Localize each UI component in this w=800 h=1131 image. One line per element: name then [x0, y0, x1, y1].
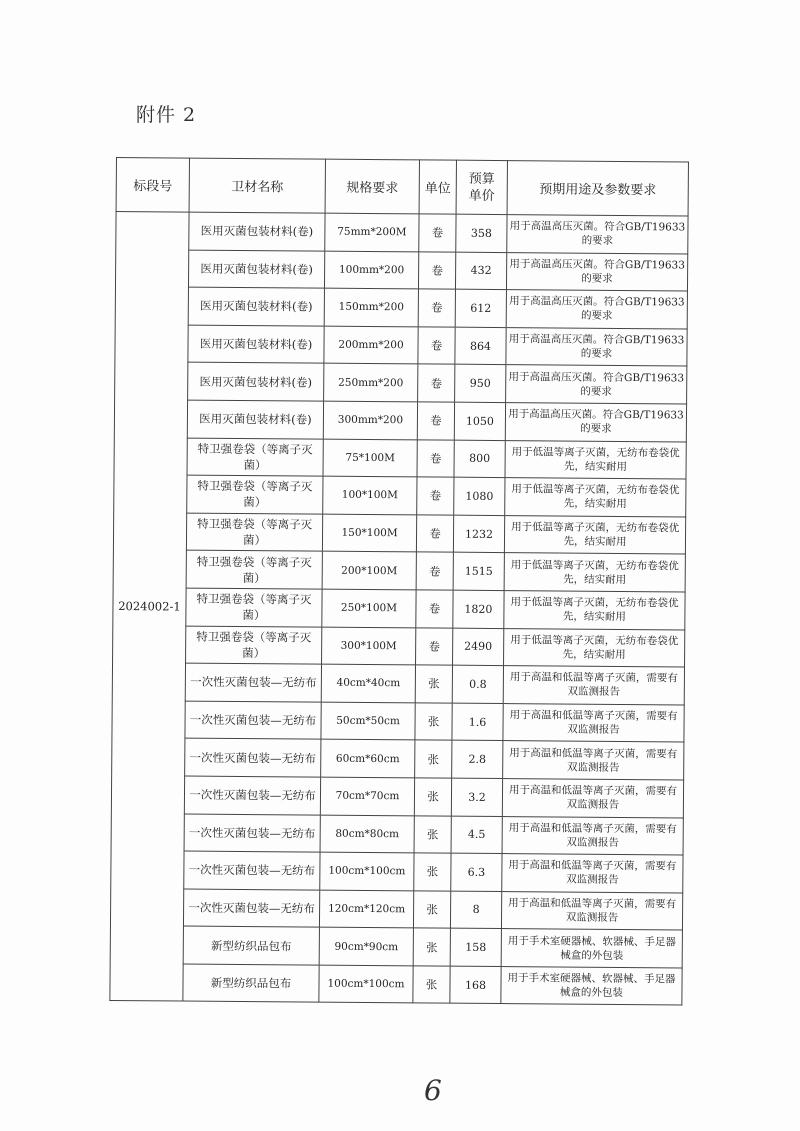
usage-cell: 用于高温和低温等离子灭菌，需要有双监测报告: [503, 666, 684, 705]
lot-number-cell: 2024002-1: [110, 212, 189, 1002]
item-name-cell: 一次性灭菌包装—无纺布: [185, 738, 321, 777]
unit-cell: 卷: [416, 552, 453, 590]
spec-cell: 100*100M: [323, 476, 417, 514]
price-cell: 4.5: [451, 816, 502, 854]
spec-cell: 50cm*50cm: [321, 702, 415, 740]
item-name-cell: 一次性灭菌包装—无纺布: [183, 889, 319, 928]
header-name: 卫材名称: [189, 158, 325, 213]
usage-cell: 用于高温和低温等离子灭菌，需要有双监测报告: [502, 854, 683, 893]
usage-cell: 用于低温等离子灭菌，无纺布卷袋优先，结实耐用: [504, 590, 685, 629]
usage-cell: 用于高温和低温等离子灭菌，需要有双监测报告: [501, 891, 682, 930]
unit-cell: 张: [413, 966, 450, 1004]
usage-cell: 用于低温等离子灭菌，无纺布卷袋优先，结实耐用: [504, 553, 685, 592]
item-name-cell: 特卫强卷袋（等离子灭菌）: [187, 438, 323, 477]
price-cell: 1.6: [452, 703, 503, 741]
table-row: [113, 625, 685, 667]
item-name-cell: 新型纺织品包布: [183, 964, 319, 1003]
table-row: [112, 738, 684, 780]
header-price: 预算单价: [456, 160, 507, 214]
item-name-cell: 医用灭菌包装材料(卷): [188, 362, 324, 401]
unit-cell: 卷: [418, 289, 455, 327]
item-name-cell: 特卫强卷袋（等离子灭菌）: [186, 513, 322, 552]
unit-cell: 卷: [418, 364, 455, 402]
spec-cell: 150mm*200: [324, 288, 418, 326]
unit-cell: 张: [415, 740, 452, 778]
table-row: [115, 249, 687, 291]
spec-cell: 150*100M: [322, 514, 416, 552]
unit-cell: 卷: [416, 590, 453, 628]
price-cell: 3.2: [451, 778, 502, 816]
price-cell: 8: [450, 891, 501, 929]
usage-cell: 用于低温等离子灭菌，无纺布卷袋优先，结实耐用: [504, 628, 685, 667]
usage-cell: 用于手术室硬器械、软器械、手足器械盒的外包装: [501, 966, 682, 1005]
spec-cell: 100mm*200: [324, 251, 418, 289]
item-name-cell: 新型纺织品包布: [183, 926, 319, 965]
unit-cell: 卷: [418, 327, 455, 365]
price-cell: 158: [450, 928, 501, 966]
spec-cell: 90cm*90cm: [319, 927, 413, 965]
price-cell: 0.8: [452, 665, 503, 703]
price-cell: 950: [455, 365, 506, 403]
header-lot: 标段号: [116, 158, 189, 213]
spec-cell: 75*100M: [323, 439, 417, 477]
header-use: 预期用途及参数要求: [507, 161, 688, 216]
unit-cell: 张: [414, 778, 451, 816]
spec-cell: 75mm*200M: [325, 213, 419, 251]
unit-cell: 卷: [418, 251, 455, 289]
price-cell: 168: [450, 966, 501, 1004]
price-cell: 2.8: [452, 740, 503, 778]
unit-cell: 卷: [417, 402, 454, 440]
unit-cell: 卷: [419, 214, 456, 252]
table-row: [114, 437, 686, 479]
item-name-cell: 特卫强卷袋（等离子灭菌）: [186, 550, 322, 589]
price-cell: 2490: [453, 628, 504, 666]
table-row: [114, 475, 686, 517]
spec-cell: 200*100M: [322, 551, 416, 589]
usage-cell: 用于低温等离子灭菌，无纺布卷袋优先，结实耐用: [505, 440, 686, 479]
price-cell: 432: [455, 252, 506, 290]
spec-cell: 70cm*70cm: [320, 777, 414, 815]
unit-cell: 卷: [417, 477, 454, 515]
price-cell: 1820: [453, 590, 504, 628]
usage-cell: 用于高温高压灭菌。符合GB/T19633 的要求: [507, 215, 688, 254]
item-name-cell: 特卫强卷袋（等离子灭菌）: [186, 588, 322, 627]
page-number: 6: [424, 1074, 442, 1107]
table-row: [111, 813, 683, 855]
unit-cell: 张: [414, 853, 451, 891]
table-header-row: [116, 158, 688, 216]
spec-cell: 120cm*120cm: [319, 890, 413, 928]
spec-cell: 300*100M: [322, 627, 416, 665]
unit-cell: 张: [413, 891, 450, 929]
usage-cell: 用于高温高压灭菌。符合GB/T19633 的要求: [506, 327, 687, 366]
price-cell: 1232: [453, 515, 504, 553]
spec-cell: 250*100M: [322, 589, 416, 627]
item-name-cell: 一次性灭菌包装—无纺布: [185, 701, 321, 740]
price-cell: 800: [454, 440, 505, 478]
table-row: [113, 512, 685, 554]
unit-cell: 卷: [417, 439, 454, 477]
header-unit: 单位: [419, 160, 456, 214]
bid-items-table: [109, 157, 689, 1006]
unit-cell: 卷: [416, 627, 453, 665]
item-name-cell: 一次性灭菌包装—无纺布: [184, 814, 320, 853]
item-name-cell: 医用灭菌包装材料(卷): [187, 400, 323, 439]
spec-cell: 60cm*60cm: [321, 739, 415, 777]
table-row: [113, 550, 685, 592]
usage-cell: 用于高温高压灭菌。符合GB/T19633 的要求: [506, 365, 687, 404]
price-cell: 1515: [453, 553, 504, 591]
table-row: [114, 399, 686, 441]
unit-cell: 张: [414, 815, 451, 853]
price-cell: 1080: [454, 477, 505, 515]
item-name-cell: 医用灭菌包装材料(卷): [188, 325, 324, 364]
spec-cell: 100cm*100cm: [319, 965, 413, 1003]
spec-cell: 300mm*200: [323, 401, 417, 439]
table-row: [112, 663, 684, 705]
header-spec: 规格要求: [325, 159, 419, 214]
unit-cell: 张: [415, 703, 452, 741]
usage-cell: 用于高温和低温等离子灭菌，需要有双监测报告: [502, 778, 683, 817]
usage-cell: 用于高温和低温等离子灭菌，需要有双监测报告: [503, 703, 684, 742]
table-row: [111, 851, 683, 893]
unit-cell: 张: [413, 928, 450, 966]
item-name-cell: 一次性灭菌包装—无纺布: [184, 776, 320, 815]
price-cell: 1050: [454, 402, 505, 440]
spec-cell: 100cm*100cm: [320, 852, 414, 890]
table-row: [116, 212, 688, 254]
usage-cell: 用于高温和低温等离子灭菌，需要有双监测报告: [503, 741, 684, 780]
item-name-cell: 特卫强卷袋（等离子灭菌）: [187, 475, 323, 514]
spec-cell: 80cm*80cm: [320, 815, 414, 853]
price-cell: 864: [455, 327, 506, 365]
table-row: [115, 362, 687, 404]
table-row: [110, 888, 682, 930]
price-cell: 612: [455, 289, 506, 327]
price-cell: 358: [456, 214, 507, 252]
usage-cell: 用于高温高压灭菌。符合GB/T19633 的要求: [506, 252, 687, 291]
item-name-cell: 特卫强卷袋（等离子灭菌）: [186, 626, 322, 665]
usage-cell: 用于高温高压灭菌。符合GB/T19633 的要求: [505, 403, 686, 442]
price-cell: 6.3: [451, 853, 502, 891]
item-name-cell: 医用灭菌包装材料(卷): [188, 250, 324, 289]
usage-cell: 用于高温和低温等离子灭菌，需要有双监测报告: [502, 816, 683, 855]
usage-cell: 用于低温等离子灭菌，无纺布卷袋优先，结实耐用: [504, 515, 685, 554]
usage-cell: 用于低温等离子灭菌，无纺布卷袋优先，结实耐用: [505, 478, 686, 517]
item-name-cell: 医用灭菌包装材料(卷): [189, 212, 325, 251]
spec-cell: 40cm*40cm: [321, 664, 415, 702]
attachment-label: 附件 2: [136, 104, 197, 126]
item-name-cell: 一次性灭菌包装—无纺布: [184, 851, 320, 890]
spec-cell: 250mm*200: [324, 364, 418, 402]
table-row: [112, 700, 684, 742]
table-row: [115, 324, 687, 366]
unit-cell: 卷: [416, 515, 453, 553]
unit-cell: 张: [415, 665, 452, 703]
usage-cell: 用于手术室硬器械、软器械、手足器械盒的外包装: [501, 929, 682, 968]
usage-cell: 用于高温高压灭菌。符合GB/T19633 的要求: [506, 290, 687, 329]
spec-cell: 200mm*200: [324, 326, 418, 364]
table-body: [110, 212, 688, 1006]
table-row: [110, 926, 682, 968]
table-row: [115, 287, 687, 329]
item-name-cell: 一次性灭菌包装—无纺布: [185, 663, 321, 702]
table-row: [111, 775, 683, 817]
item-name-cell: 医用灭菌包装材料(卷): [188, 287, 324, 326]
table-row: [110, 963, 682, 1005]
table-row: [113, 587, 685, 629]
